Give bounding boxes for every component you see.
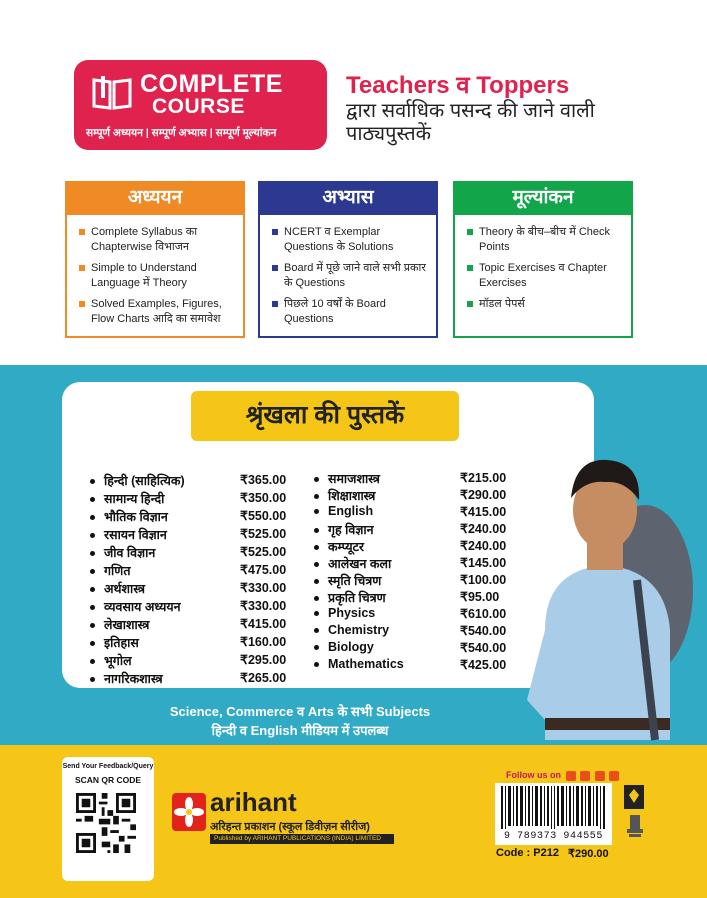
book-row: [314, 470, 507, 487]
arihant-hindi: अरिहन्त प्रकाशन (स्कूल डिवीज़न सीरीज): [210, 821, 370, 833]
book-name: समाजशास्त्र: [328, 472, 380, 486]
bullet-icon: [90, 569, 95, 574]
book-price: ₹525.00: [240, 527, 287, 541]
book-price: ₹540.00: [460, 641, 507, 655]
availability-line2: हिन्दी व English मीडियम में उपलब्ध: [211, 723, 389, 738]
book-name: जीव विज्ञान: [104, 546, 156, 560]
footer-section: [0, 745, 707, 898]
product-code: Code : P212: [496, 847, 559, 859]
book-name: भूगोल: [104, 654, 132, 668]
book-price: ₹350.00: [240, 491, 287, 505]
book-name: Biology: [328, 640, 374, 654]
feature-box-abhyas: [258, 181, 438, 338]
book-name: गृह विज्ञान: [328, 523, 374, 537]
book-price: ₹290.00: [460, 488, 507, 502]
book-price: ₹95.00: [460, 590, 500, 604]
feature-heading: अध्ययन: [67, 183, 243, 215]
book-row: [90, 634, 287, 651]
book-name: भौतिक विज्ञान: [104, 510, 168, 524]
book-price: ₹145.00: [460, 556, 507, 570]
bullet-icon: [314, 545, 319, 550]
book-row: [90, 544, 287, 561]
book-name: इतिहास: [104, 636, 139, 650]
book-row: [90, 652, 287, 669]
headline-title: Teachers व Toppers: [346, 72, 570, 99]
bullet-icon: [90, 677, 95, 682]
book-price: ₹295.00: [240, 653, 287, 667]
publisher-line: Published by ARIHANT PUBLICATIONS (INDIA) LIMITED: [210, 834, 394, 844]
youtube-icon[interactable]: [595, 771, 605, 781]
isbn-number: 9 789373 944555: [503, 831, 603, 842]
book-name: अर्थशास्त्र: [104, 582, 146, 596]
bullet-icon: [90, 659, 95, 664]
feature-item: Solved Examples, Figures, Flow Charts आदि का समावेश: [79, 297, 235, 327]
book-price: ₹365.00: [240, 473, 287, 487]
bullet-icon: [90, 623, 95, 628]
student-illustration: [505, 440, 705, 745]
book-name: व्यवसाय अध्ययन: [104, 600, 181, 614]
book-price: ₹525.00: [240, 545, 287, 559]
book-name: Chemistry: [328, 623, 390, 637]
feature-heading: मूल्यांकन: [455, 183, 631, 215]
book-name: Mathematics: [328, 657, 404, 671]
feature-item: NCERT व Exemplar Questions के Solutions: [272, 225, 428, 255]
book-row: [90, 526, 287, 543]
feature-item: Board में पूछे जाने वाले सभी प्रकार के Questions: [272, 261, 428, 291]
book-price: ₹550.00: [240, 509, 287, 523]
bullet-icon: [314, 509, 319, 514]
book-row: [314, 606, 507, 623]
feature-item: Topic Exercises व Chapter Exercises: [467, 261, 623, 291]
bullet-icon: [90, 641, 95, 646]
twitter-icon[interactable]: [580, 771, 590, 781]
brand-line1: COMPLETE: [140, 70, 283, 98]
book-name: प्रकृति चित्रण: [328, 591, 386, 605]
cover-price: ₹290.00: [568, 848, 609, 860]
book-row: [314, 555, 507, 572]
book-price: ₹425.00: [460, 658, 507, 672]
book-name: हिन्दी (साहित्यिक): [104, 474, 185, 488]
bullet-icon: [314, 477, 319, 482]
barcode: [495, 783, 612, 845]
top-section: [0, 0, 707, 365]
book-row: [314, 657, 507, 674]
book-price: ₹215.00: [460, 471, 507, 485]
book-price: ₹160.00: [240, 635, 287, 649]
book-row: [314, 504, 507, 521]
book-price: ₹540.00: [460, 624, 507, 638]
book-name: स्मृति चित्रण: [328, 574, 382, 588]
bullet-icon: [314, 528, 319, 533]
feature-box-mulyankan: [453, 181, 633, 338]
complete-course-logo: [74, 60, 327, 150]
feature-box-adhyayan: [65, 181, 245, 338]
availability-line1: Science, Commerce व Arts के सभी Subjects: [169, 704, 431, 719]
book-price: ₹100.00: [460, 573, 507, 587]
book-price: ₹330.00: [240, 581, 287, 595]
arihant-wordmark: arihant: [210, 787, 297, 817]
bullet-icon: [314, 662, 319, 667]
book-name: नागरिकशास्त्र: [104, 672, 163, 686]
facebook-icon[interactable]: [566, 771, 576, 781]
series-section: [0, 365, 707, 745]
book-row: [314, 623, 507, 640]
flower-logo-icon: [172, 793, 206, 831]
feedback-card: [62, 757, 154, 881]
feedback-label: Send Your Feedback/Query: [62, 763, 154, 770]
qr-code-icon[interactable]: [76, 793, 136, 853]
barcode-icon: [495, 783, 612, 829]
bullet-icon: [90, 497, 95, 502]
book-price: ₹610.00: [460, 607, 507, 621]
book-icon: [92, 74, 132, 110]
feature-item: Simple to Understand Language में Theory: [79, 261, 235, 291]
bullet-icon: [90, 515, 95, 520]
book-row: [90, 562, 287, 579]
brand-tagline: सम्पूर्ण अध्ययन | सम्पूर्ण अभ्यास | सम्पूर्ण मूल्यांकन: [86, 127, 277, 139]
book-row: [90, 472, 287, 489]
book-price: ₹265.00: [240, 671, 287, 685]
bullet-icon: [314, 628, 319, 633]
bullet-icon: [314, 494, 319, 499]
book-price: ₹475.00: [240, 563, 287, 577]
feature-item: मॉडल पेपर्स: [467, 297, 623, 312]
book-name: कम्प्यूटर: [328, 540, 365, 554]
feature-item: Theory के बीच–बीच में Check Points: [467, 225, 623, 255]
headline-subtitle: द्वारा सर्वाधिक पसन्द की जाने वाली पाठ्यपुस्तकें: [346, 100, 595, 145]
book-row: [90, 616, 287, 633]
follow-label: Follow us on: [506, 770, 561, 780]
book-row: [90, 598, 287, 615]
book-name: सामान्य हिन्दी: [104, 492, 165, 506]
book-name: लेखाशास्त्र: [104, 618, 150, 632]
book-row: [90, 508, 287, 525]
book-row: [314, 589, 500, 606]
book-row: [314, 640, 507, 657]
book-name: रसायन विज्ञान: [104, 528, 167, 542]
book-row: [90, 490, 287, 507]
bullet-icon: [314, 562, 319, 567]
book-price: ₹240.00: [460, 539, 507, 553]
feature-item: पिछले 10 वर्षों के Board Questions: [272, 297, 428, 327]
award-badge-icon: [624, 785, 644, 809]
bullet-icon: [90, 479, 95, 484]
book-name: Physics: [328, 606, 376, 620]
book-price: ₹330.00: [240, 599, 287, 613]
book-row: [314, 487, 507, 504]
series-title: श्रृंखला की पुस्तकें: [191, 391, 459, 441]
book-name: शिक्षाशास्त्र: [328, 489, 376, 503]
bullet-icon: [314, 645, 319, 650]
book-name: आलेखन कला: [328, 557, 392, 571]
book-price: ₹240.00: [460, 522, 507, 536]
book-name: गणित: [104, 564, 131, 578]
book-price: ₹415.00: [460, 505, 507, 519]
bullet-icon: [314, 579, 319, 584]
book-name: English: [328, 504, 374, 518]
brand-line2: COURSE: [152, 95, 245, 118]
instagram-icon[interactable]: [609, 771, 619, 781]
bullet-icon: [90, 533, 95, 538]
bullet-icon: [90, 605, 95, 610]
book-row: [314, 538, 507, 555]
feature-item: Complete Syllabus का Chapterwise विभाजन: [79, 225, 235, 255]
follow-us: [506, 770, 619, 781]
book-row: [90, 580, 287, 597]
bullet-icon: [314, 596, 319, 601]
feature-heading: अभ्यास: [260, 183, 436, 215]
book-row: [314, 521, 507, 538]
emblem-icon: [626, 813, 644, 839]
book-row: [314, 572, 507, 589]
bullet-icon: [314, 611, 319, 616]
bullet-icon: [90, 587, 95, 592]
book-price: ₹415.00: [240, 617, 287, 631]
scan-label: SCAN QR CODE: [74, 775, 142, 785]
bullet-icon: [90, 551, 95, 556]
book-row: [90, 670, 287, 687]
